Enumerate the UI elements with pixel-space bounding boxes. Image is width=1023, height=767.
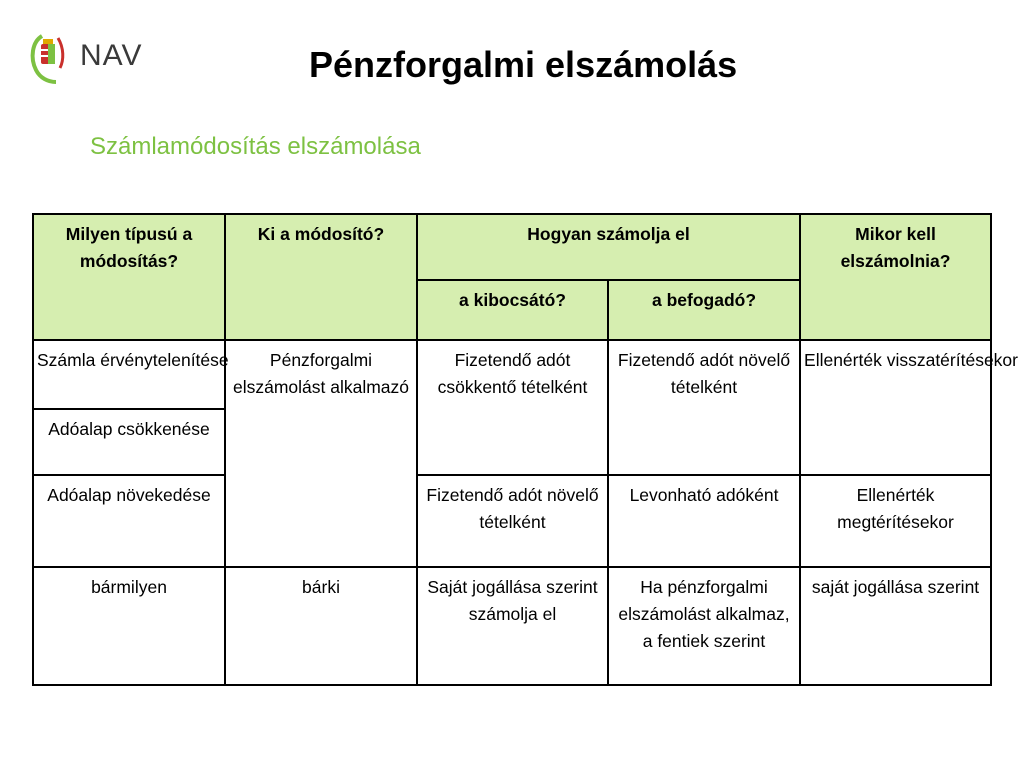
header-recipient: a befogadó? [608, 280, 800, 340]
nav-logo [28, 30, 158, 90]
header-who: Ki a módosító? [225, 214, 417, 340]
logo-text: NAV [80, 39, 143, 72]
cell-issuer-own-status: Saját jogállása szerint számolja el [417, 567, 608, 685]
hungarian-coat-of-arms-icon [28, 30, 68, 88]
table-row [33, 340, 991, 409]
cell-recipient-increase: Fizetendő adót növelő tételként [608, 340, 800, 475]
cell-type-base-decrease: Adóalap csökkenése [33, 409, 225, 475]
cell-when-refund: Ellenérték visszatérítésekor [800, 340, 991, 475]
table-row [33, 475, 991, 567]
header-how: Hogyan számolja el [417, 214, 800, 280]
cell-when-own-status: saját jogállása szerint [800, 567, 991, 685]
cell-type-any: bármilyen [33, 567, 225, 685]
cell-recipient-deductible: Levonható adóként [608, 475, 800, 567]
cell-type-base-increase: Adóalap növekedése [33, 475, 225, 567]
cell-issuer-decrease: Fizetendő adót csökkentő tételként [417, 340, 608, 475]
header-type: Milyen típusú a módosítás? [33, 214, 225, 340]
settlement-table [32, 213, 1018, 686]
header-when: Mikor kell elszámolnia? [800, 214, 991, 340]
cell-issuer-increase: Fizetendő adót növelő tételként [417, 475, 608, 567]
cell-type-invalidation: Számla érvénytelenítése [33, 340, 225, 409]
header-row [33, 214, 991, 280]
header-issuer: a kibocsátó? [417, 280, 608, 340]
cell-when-reimbursement: Ellenérték megtérítésekor [800, 475, 991, 567]
page-subtitle: Számlamódosítás elszámolása [90, 133, 421, 160]
cell-who-anyone: bárki [225, 567, 417, 685]
table-row [33, 567, 991, 685]
page-title: Pénzforgalmi elszámolás [309, 44, 738, 85]
cell-recipient-conditional: Ha pénzforgalmi elszámolást alkalmaz, a fentiek szerint [608, 567, 800, 685]
cell-who-cash-accounting: Pénzforgalmi elszámolást alkalmazó [225, 340, 417, 567]
